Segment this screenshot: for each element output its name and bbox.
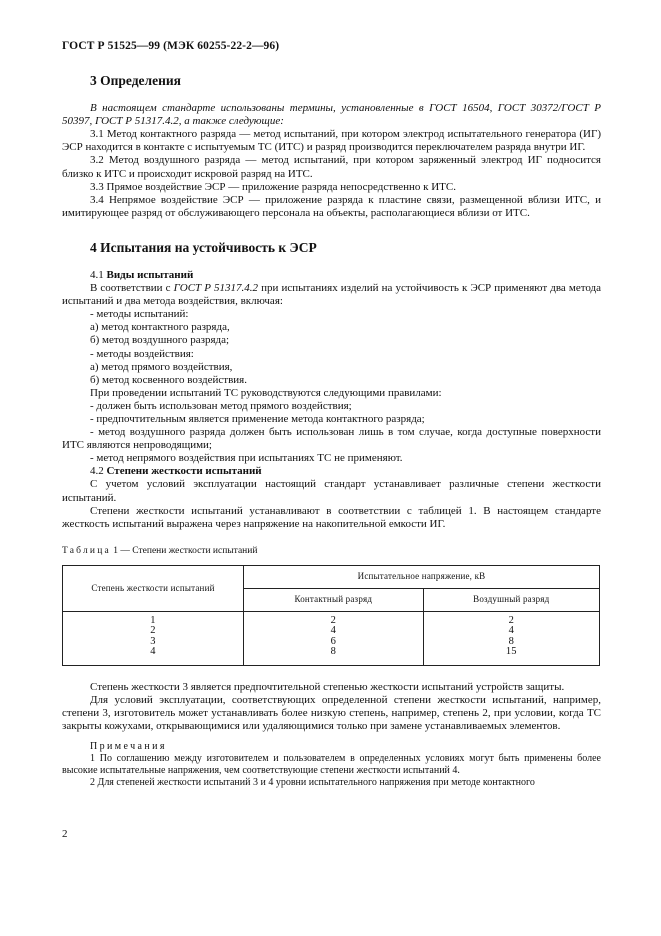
column-header-contact: Контактный разряд — [244, 588, 424, 611]
subsection-4-1-heading: 4.1 Виды испытаний — [90, 268, 194, 281]
standard-reference: ГОСТ Р 51317.4.2 — [173, 282, 259, 295]
column-header-severity: Степень жесткости испытаний — [63, 565, 244, 611]
definition-3-3: 3.3 Прямое воздействие ЭСР — приложение разряда непосредственно к ИТС. — [90, 180, 456, 193]
paragraph-4-2-a: С учетом условий эксплуатации настоящий стандарт устанавливает различные степени жесткости испытаний. — [62, 478, 601, 504]
paragraph-conditions: Для условий эксплуатации, соответствующих определенной степени жесткости испытаний, например, степени 3, изготовитель может устанавливать более низкую степень, например, степень 2, при условии, когда ТС закрыты кожухами, открывающимися или удаляющимися только при замене устанавливаемых элементов. — [62, 694, 601, 733]
note-1: 1 По соглашению между изготовителем и пользователем в определенных условиях могут быть применены более высокие испытательные напряжения, чем соответствующие степени жесткости испытаний 4. — [62, 753, 601, 777]
document-header: ГОСТ Р 51525—99 (МЭК 60255-22-2—96) — [62, 40, 280, 52]
column-header-air: Воздушный разряд — [423, 588, 599, 611]
list-item: - методы воздействия: — [90, 347, 194, 360]
air-values: 2 4 8 15 — [423, 611, 599, 665]
rule-item: - должен быть использован метод прямого воздействия; — [90, 399, 352, 412]
list-item: - методы испытаний: — [90, 308, 189, 321]
definition-3-2: 3.2 Метод воздушного разряда — метод испытаний, при котором заряженный электрод ИГ подносится близко к ИТС и происходит искровой разряд на ИТС. — [62, 154, 601, 180]
definition-3-4: 3.4 Непрямое воздействие ЭСР — приложение разряда к пластине связи, размещенной вблизи ИТС, и имитирующее разряд от обслуживающего персонала на объекты, располагающиеся вблизи от ИТС. — [62, 193, 601, 219]
notes-title: Примечания — [90, 741, 167, 753]
note-2: 2 Для степеней жесткости испытаний 3 и 4 уровни испытательного напряжения при методе контактного — [90, 777, 535, 789]
rule-item: - предпочтительным является применение метода контактного разряда; — [90, 412, 425, 425]
rules-intro: При проведении испытаний ТС руководствуются следующими правилами: — [90, 386, 442, 399]
list-item: а) метод прямого воздействия, — [90, 360, 233, 373]
paragraph-4-1: В соответствии с ГОСТ Р 51317.4.2 при испытаниях изделий на устойчивость к ЭСР применяют два метода испытаний и два метода воздействия, включая: — [62, 282, 602, 308]
section-4-title: 4 Испытания на устойчивость к ЭСР — [90, 239, 317, 255]
page-number: 2 — [62, 828, 68, 840]
definitions-intro: В настоящем стандарте использованы термины, установленные в ГОСТ 16504, ГОСТ 30372/ГОСТ Р 50397, ГОСТ Р 51317.4.2, а также следующие: — [62, 102, 601, 128]
paragraph-4-2-b: Степени жесткости испытаний устанавливают в соответствии с таблицей 1. В настоящем стандарте жесткость испытаний выражена через напряжение на накопительной емкости ИГ. — [62, 504, 601, 530]
severity-values: 1 2 3 4 — [63, 611, 244, 665]
rule-item: - метод воздушного разряда должен быть использован лишь в том случае, когда доступные поверхности ИТС являются непроводящими; — [62, 426, 601, 452]
notes-block — [62, 741, 601, 789]
subsection-4-2-heading: 4.2 Степени жесткости испытаний — [90, 465, 262, 478]
table-caption: Таблица 1 — Степени жесткости испытаний — [62, 545, 258, 556]
section-3-title: 3 Определения — [90, 73, 181, 89]
list-item: а) метод контактного разряда, — [90, 321, 230, 334]
list-item: б) метод воздушного разряда; — [90, 334, 230, 347]
list-item: б) метод косвенного воздействия. — [90, 373, 247, 386]
definition-3-1: 3.1 Метод контактного разряда — метод испытаний, при котором электрод испытательного генератора (ИГ) ЭСР находится в контакте с испытуемым ТС (ИТС) и разряд производится переключателем разряда внутри ИГ. — [62, 128, 601, 154]
table-row — [63, 611, 600, 665]
severity-table — [62, 565, 600, 666]
column-group-voltage: Испытательное напряжение, кВ — [244, 565, 600, 588]
contact-values: 2 4 6 8 — [244, 611, 424, 665]
rule-item: - метод непрямого воздействия при испытаниях ТС не применяют. — [90, 452, 403, 465]
paragraph-preferred: Степень жесткости 3 является предпочтительной степенью жесткости испытаний устройств защиты. — [90, 681, 565, 694]
